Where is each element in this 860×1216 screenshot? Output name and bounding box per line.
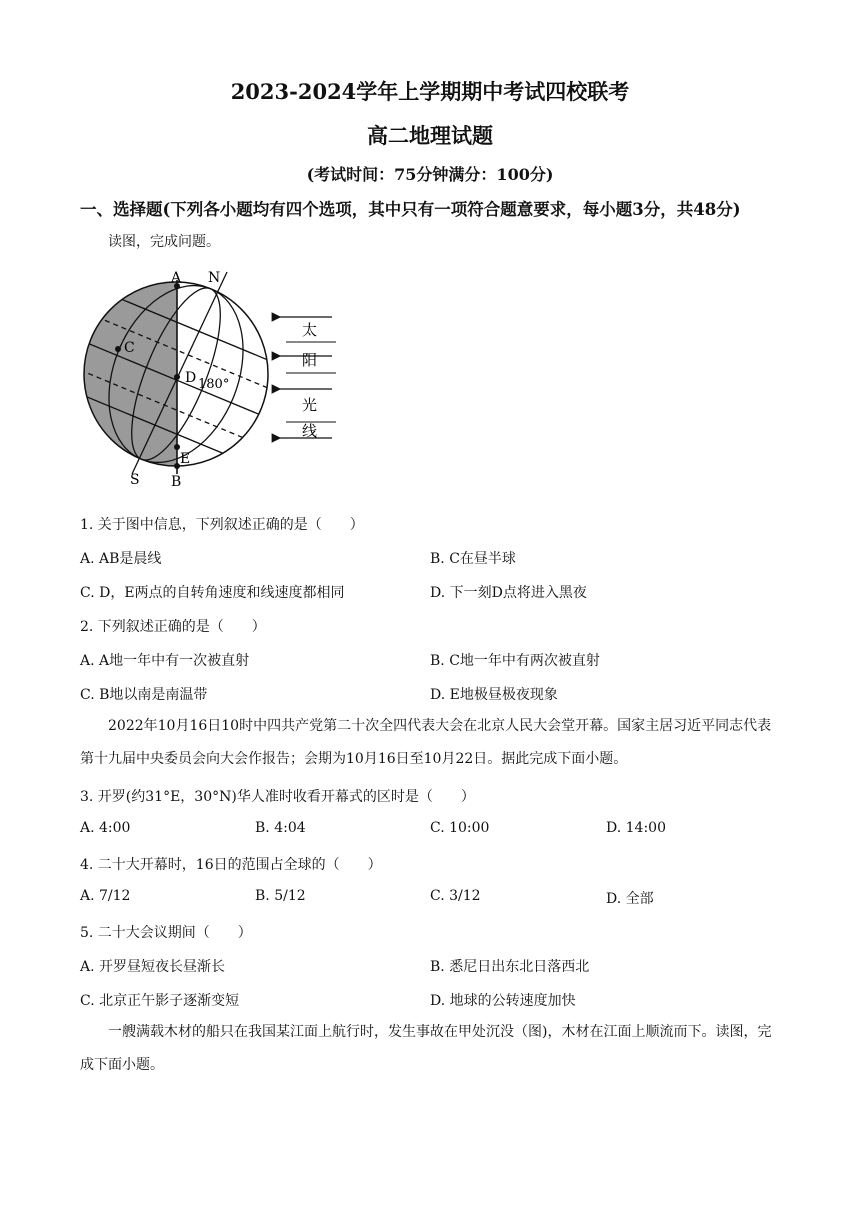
q1-option-a: A. AB是晨线 [80, 551, 162, 567]
exam-info: (考试时间：75分钟满分：100分) [306, 165, 554, 184]
sun-text-2: 阳 [302, 351, 318, 369]
passage-congress: 2022年10月16日10时中四共产党第二十次全四代表大会在北京人民大会堂开幕。国家主居习近平同志代表第十九届中央委员会向大会作报告；会期为10月16日至10月22日。据此完成下面小题。 [80, 718, 772, 767]
sun-text-3: 光 [302, 396, 318, 414]
q5-option-d: D. 地球的公转速度加快 [430, 993, 576, 1009]
q2-option-a: A. A地一年中有一次被直射 [80, 653, 250, 669]
label-s: S [130, 472, 140, 488]
q5-option-c: C. 北京正午影子逐渐变短 [80, 993, 240, 1009]
label-d: D [185, 370, 197, 386]
night-shade [80, 262, 177, 494]
subject-title: 高二地理试题 [367, 123, 493, 148]
q5-option-b: B. 悉尼日出东北日落西北 [430, 959, 590, 975]
q2-option-b: B. C地一年中有两次被直射 [430, 653, 600, 669]
label-a: A [171, 270, 182, 286]
q2-option-c: C. B地以南是南温带 [80, 687, 208, 703]
label-c: C [124, 340, 135, 356]
q3-option-a: A. 4:00 [80, 820, 131, 836]
section-heading: 一、选择题(下列各小题均有四个选项，其中只有一项符合题意要求，每小题3分，共48分) [80, 200, 741, 219]
q2-option-d: D. E地极昼极夜现象 [430, 687, 558, 703]
q4-option-d: D. 全部 [606, 891, 654, 907]
globe-figure [80, 262, 370, 494]
point-e [174, 444, 180, 450]
label-e: E [180, 451, 191, 467]
q4-option-c: C. 3/12 [430, 888, 481, 904]
q4-option-a: A. 7/12 [80, 888, 131, 904]
intro-text: 读图，完成问题。 [108, 234, 220, 250]
q1-option-d: D. 下一刻D点将进入黑夜 [430, 585, 587, 601]
label-b: B [171, 474, 182, 490]
q1-option-c: C. D，E两点的自转角速度和线速度都相同 [80, 585, 345, 601]
q1-option-b: B. C在昼半球 [430, 551, 516, 567]
q3-option-d: D. 14:00 [606, 820, 666, 836]
passage-timber: 一艘满载木材的船只在我国某江面上航行时，发生事故在甲处沉没（图)，木材在江面上顺流而下。读图，完成下面小题。 [80, 1024, 772, 1073]
q1-stem: 1. 关于图中信息，下列叙述正确的是（ ） [80, 517, 364, 533]
label-n: N [208, 270, 221, 286]
q3-stem: 3. 开罗(约31°E，30°N)华人准时收看开幕式的区时是（ ） [80, 789, 475, 805]
q4-stem: 4. 二十大开幕时，16日的范围占全球的（ ） [80, 857, 382, 873]
point-c [115, 346, 121, 352]
q3-option-b: B. 4:04 [255, 820, 306, 836]
q3-option-c: C. 10:00 [430, 820, 490, 836]
q5-stem: 5. 二十大会议期间（ ） [80, 925, 252, 941]
q2-stem: 2. 下列叙述正确的是（ ） [80, 619, 266, 635]
sun-text-4: 线 [302, 422, 318, 440]
sun-text-1: 太 [302, 321, 318, 339]
q4-option-b: B. 5/12 [255, 888, 306, 904]
point-d [174, 374, 180, 380]
label-180: 180° [198, 377, 230, 392]
q5-option-a: A. 开罗昼短夜长昼渐长 [80, 959, 226, 975]
document-title: 2023-2024学年上学期期中考试四校联考 [230, 79, 630, 104]
